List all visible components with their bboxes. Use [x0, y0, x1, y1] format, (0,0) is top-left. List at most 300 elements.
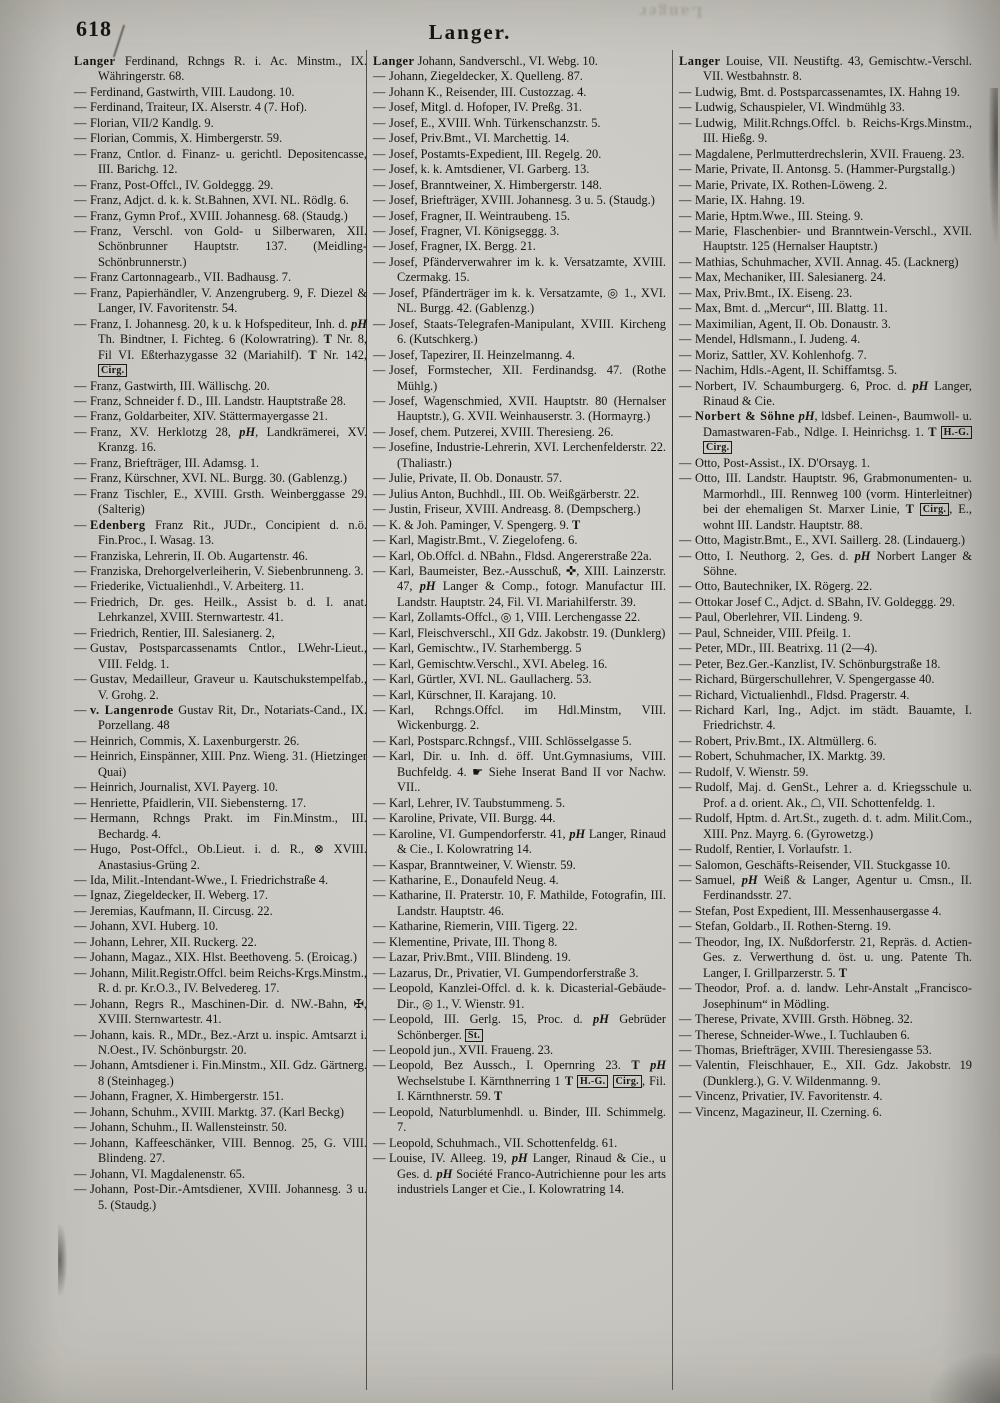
- directory-entry: [74, 842, 367, 873]
- directory-entry: [373, 487, 666, 502]
- repeat-dash: —: [373, 239, 386, 254]
- repeat-dash: —: [74, 1120, 87, 1135]
- repeat-dash: —: [679, 177, 692, 192]
- repeat-dash: —: [373, 285, 386, 300]
- directory-entry: [373, 116, 666, 131]
- scan-artifact: [988, 88, 998, 248]
- entry-text: Richard, Bürgerschullehrer, V. Spengergasse 40.: [695, 672, 935, 687]
- repeat-dash: —: [74, 842, 87, 857]
- entry-text: Josef, Priv.Bmt., VI. Marchettig. 14.: [389, 131, 570, 146]
- entry-text: Karl, Rchngs.Offcl. im Hdl.Minstm, VIII. Wickenburgg. 2.: [389, 703, 666, 733]
- directory-entry: [679, 549, 972, 580]
- entry-text: Ludwig, Milit.Rchngs.Offcl. b. Reichs-Krgs.Minstm., III. Hießg. 9.: [695, 115, 972, 146]
- repeat-dash: —: [373, 347, 386, 362]
- entry-text: Thomas, Briefträger, XVIII. Theresiengasse 53.: [695, 1043, 932, 1057]
- directory-entry: [679, 626, 972, 641]
- entry-text: Johann, Magaz., XIX. Hlst. Beethoveng. 5. (Eroicag.): [90, 950, 358, 965]
- repeat-dash: —: [373, 625, 386, 640]
- repeat-dash: —: [74, 672, 87, 687]
- repeat-dash: —: [74, 903, 87, 918]
- entry-text: Johann, Post-Dir.-Amtsdiener, XVIII. Johannesg. 3 u. 5. (Staudg.): [90, 1182, 367, 1212]
- repeat-dash: —: [74, 625, 87, 640]
- entry-text: pH, ldsbef. Leinen-, Baumwoll- u. Damastwaren-Fab., Ndlge. I. Heinrichsg. 1. T H.-G. Cirg.: [703, 409, 972, 454]
- entry-text: Josefine, Industrie-Lehrerin, XVI. Lerchenfelderstr. 22. (Thaliastr.): [389, 440, 666, 470]
- directory-entry: [679, 379, 972, 410]
- entry-text: Max, Bmt. d. „Mercur“, III. Blattg. 11.: [695, 301, 888, 316]
- entry-text: Franz, I. Johannesg. 20, k u. k Hofspediteur, Inh. d. pH Th. Bindtner, I. Fichteg. 6 (Kolowratring). T Nr. 8, Fil VI. Eßterhazygasse 32 (Mariahilf). T Nr. 142, Cirg.: [90, 316, 368, 377]
- repeat-dash: —: [373, 610, 386, 625]
- firm-sign: pH: [650, 1058, 666, 1073]
- directory-entry: [679, 286, 972, 301]
- firm-sign: pH: [593, 1012, 609, 1027]
- entry-text: Valentin, Fleischhauer, E., XII. Gdz. Jakobstr. 19 (Dunklerg.), G. V. Wildenmanng. 9.: [695, 1058, 972, 1088]
- entry-text: Franz, Kürschner, XVI. NL. Burgg. 30. (Gablenzg.): [90, 471, 348, 486]
- directory-entry: [679, 332, 972, 347]
- repeat-dash: —: [679, 270, 692, 285]
- repeat-dash: —: [373, 563, 386, 578]
- directory-entry: [373, 1012, 666, 1043]
- entry-text: Franz, Papierhändler, V. Anzengruberg. 9, F. Diezel & Langer, IV. Favoritenstr. 54.: [90, 285, 367, 316]
- repeat-dash: —: [373, 919, 386, 934]
- entry-text: Johann, Amtsdiener i. Fin.Minstm., XII. Gdz. Gärtnerg. 8 (Steinhageg.): [90, 1058, 367, 1088]
- entry-text: Otto, Post-Assist., IX. D'Orsayg. 1.: [695, 455, 871, 470]
- repeat-dash: —: [373, 1151, 386, 1166]
- entry-text: Johann K., Reisender, III. Custozzag. 4.: [389, 84, 587, 99]
- column-3: [679, 54, 972, 1120]
- repeat-dash: —: [679, 1104, 692, 1119]
- entry-text: Robert, Priv.Bmt., IX. Altmüllerg. 6.: [695, 733, 877, 748]
- directory-entry: [679, 842, 972, 857]
- directory-entry: [74, 1120, 367, 1135]
- directory-entry: [373, 734, 666, 749]
- directory-entry: [679, 579, 972, 594]
- entry-text: Robert, Schuhmacher, IX. Marktg. 39.: [695, 749, 886, 764]
- directory-entry: [679, 919, 972, 934]
- directory-entry: [679, 1012, 972, 1027]
- repeat-dash: —: [679, 363, 692, 378]
- directory-entry: [679, 734, 972, 749]
- repeat-dash: —: [679, 316, 692, 331]
- entry-text: Franz, Gymn Prof., XVIII. Johannesg. 68. (Staudg.): [90, 208, 348, 223]
- repeat-dash: —: [373, 795, 386, 810]
- entry-text: Lazarus, Dr., Privatier, VI. Gumpendorferstraße 3.: [389, 965, 639, 980]
- directory-entry: [373, 224, 666, 239]
- entry-text: Ludwig, Schauspieler, VI. Windmühlg 33.: [695, 100, 905, 115]
- directory-entry: [373, 348, 666, 363]
- entry-text: Josef, Fragner, VI. Königseggg. 3.: [389, 223, 560, 238]
- repeat-dash: —: [74, 100, 87, 115]
- directory-entry: [74, 1105, 367, 1120]
- entry-text: Leopold, Schuhmach., VII. Schottenfeldg. 61.: [389, 1135, 618, 1150]
- directory-entry: [679, 301, 972, 316]
- entry-text: Franz, Verschl. von Gold- u Silberwaren, XII. Schönbrunner Hauptstr. 137. (Meidling-Schönbrunnerstr.): [90, 223, 367, 269]
- repeat-dash: —: [74, 780, 87, 795]
- directory-entry: [74, 549, 367, 564]
- entry-text: Franziska, Drehorgelverleiherin, V. Siebenbrunneng. 3.: [90, 563, 364, 578]
- directory-entry: [74, 147, 367, 178]
- directory-entry: [74, 193, 367, 208]
- directory-entry: [373, 1105, 666, 1136]
- entry-text: Henriette, Pfaidlerin, VII. Siebensterng. 17.: [90, 795, 307, 810]
- repeat-dash: —: [74, 749, 87, 764]
- entry-text: Ottokar Josef C., Adjct. d. SBahn, IV. Goldeggg. 29.: [695, 594, 955, 609]
- directory-entry: [373, 564, 666, 610]
- directory-entry: [679, 595, 972, 610]
- directory-entry: [74, 904, 367, 919]
- entry-text: Karl, Gemischtw., IV. Starhembergg. 5: [389, 641, 582, 656]
- directory-entry: [74, 379, 367, 394]
- directory-entry: [373, 981, 666, 1012]
- repeat-dash: —: [74, 131, 87, 146]
- entry-text: Maximilian, Agent, II. Ob. Donaustr. 3.: [695, 316, 891, 331]
- directory-entry: [373, 147, 666, 162]
- telephone-sign: T: [564, 1073, 573, 1088]
- repeat-dash: —: [74, 177, 87, 192]
- entry-text: Ferdinand, Gastwirth, VIII. Laudong. 10.: [90, 84, 295, 99]
- repeat-dash: —: [679, 347, 692, 362]
- directory-entry: [373, 533, 666, 548]
- entry-text: Franz, Gastwirth, III. Wällischg. 20.: [90, 378, 270, 393]
- directory-entry: [373, 255, 666, 286]
- directory-entry: [74, 471, 367, 486]
- entry-text: Heinrich, Journalist, XVI. Payerg. 10.: [90, 780, 279, 795]
- directory-entry: [74, 425, 367, 456]
- repeat-dash: —: [679, 193, 692, 208]
- directory-entry: [679, 456, 972, 471]
- entry-text: Ida, Milit.-Intendant-Wwe., I. Friedrichstraße 4.: [90, 873, 329, 888]
- repeat-dash: —: [74, 208, 87, 223]
- directory-entry: [373, 69, 666, 84]
- directory-entry: [373, 239, 666, 254]
- registry-mark: St.: [465, 1029, 483, 1042]
- repeat-dash: —: [373, 888, 386, 903]
- scan-artifact: [58, 1225, 67, 1295]
- repeat-dash: —: [373, 934, 386, 949]
- entry-text: Leopold, III. Gerlg. 15, Proc. d. pH Gebrüder Schönberger. St.: [389, 1012, 666, 1042]
- repeat-dash: —: [373, 486, 386, 501]
- directory-entry: [74, 919, 367, 934]
- repeat-dash: —: [373, 363, 386, 378]
- directory-entry: [679, 1043, 972, 1058]
- registry-mark: H.-G.: [577, 1075, 608, 1088]
- repeat-dash: —: [373, 440, 386, 455]
- directory-entry: [373, 703, 666, 734]
- entry-text: Johann, Ziegeldecker, X. Quelleng. 87.: [389, 69, 583, 84]
- repeat-dash: —: [679, 84, 692, 99]
- repeat-dash: —: [373, 1135, 386, 1150]
- entry-text: Ignaz, Ziegeldecker, II. Weberg. 17.: [90, 888, 268, 903]
- repeat-dash: —: [74, 393, 87, 408]
- entry-text: Ferdinand, Traiteur, IX. Alserstr. 4 (7. Hof).: [90, 100, 308, 115]
- entry-text: Josef, Pfänderträger im k. k. Versatzamte, ◎ 1., XVI. NL. Burgg. 42. (Gablenzg.): [389, 285, 666, 316]
- directory-entry: [679, 811, 972, 842]
- directory-entry: [74, 780, 367, 795]
- entry-text: Johann, Fragner, X. Himbergerstr. 151.: [90, 1089, 284, 1104]
- entry-text: Otto, III. Landstr. Hauptstr. 96, Grabmonumenten- u. Marmorhdl., III. Rennweg 100 (vorm. Hinterleitner) bei der ehemaligen St. Marxer Linie, T Cirg. , E., wohnt III. Landstr. Hauptstr. 88.: [695, 471, 972, 532]
- entry-text: Rudolf, Maj. d. GenSt., Lehrer a. d. Kriegsschule u. Prof. a d. orient. Ak., ☖, VII. Schottenfeldg. 1.: [695, 780, 972, 810]
- repeat-dash: —: [373, 131, 386, 146]
- entry-text: Paul, Schneider, VIII. Pfeilg. 1.: [695, 625, 851, 640]
- entry-text: Josef, Branntweiner, X. Himbergerstr. 148.: [389, 177, 602, 192]
- repeat-dash: —: [74, 1089, 87, 1104]
- entry-text: Karl, Postsparc.Rchngsf., VIII. Schlösselgasse 5.: [389, 733, 632, 748]
- repeat-dash: —: [373, 146, 386, 161]
- directory-entry: [74, 950, 367, 965]
- telephone-sign: T: [494, 1089, 503, 1104]
- repeat-dash: —: [373, 1058, 386, 1073]
- directory-entry: [74, 749, 367, 780]
- entry-text: Karl, Ob.Offcl. d. NBahn., Fldsd. Angererstraße 22a.: [389, 548, 652, 563]
- entry-text: Josef, Staats-Telegrafen-Manipulant, XVIII. Kircheng 6. (Kutschkerg.): [389, 316, 666, 347]
- repeat-dash: —: [74, 733, 87, 748]
- repeat-dash: —: [679, 533, 692, 548]
- repeat-dash: —: [679, 548, 692, 563]
- firm-sign: pH: [419, 579, 436, 594]
- directory-entry: [679, 657, 972, 672]
- directory-entry: [74, 734, 367, 749]
- directory-entry: [679, 100, 972, 115]
- repeat-dash: —: [679, 409, 692, 424]
- repeat-dash: —: [74, 594, 87, 609]
- telephone-sign: T: [571, 517, 581, 532]
- entry-text: Nachim, Hdls.-Agent, II. Schiffamtsg. 5.: [695, 363, 898, 378]
- directory-entry: [373, 657, 666, 672]
- entry-text: Max, Priv.Bmt., IX. Eiseng. 23.: [695, 285, 853, 300]
- directory-entry: [373, 518, 666, 533]
- directory-entry: [373, 54, 666, 69]
- telephone-sign: T: [928, 424, 937, 439]
- directory-entry: [74, 595, 367, 626]
- directory-entry: [679, 703, 972, 734]
- entry-text: Johann, VI. Magdalenenstr. 65.: [90, 1166, 245, 1181]
- directory-entry: [373, 209, 666, 224]
- directory-entry: [373, 858, 666, 873]
- entry-text: Richard, Victualienhdl., Fldsd. Pragerstr. 4.: [695, 687, 910, 702]
- entry-text: Leopold, Kanzlei-Offcl. d. k. k. Dicasterial-Gebäude-Dir., ◎ 1., V. Wienstr. 91.: [389, 981, 666, 1011]
- entry-text: Otto, Bautechniker, IX. Rögerg. 22.: [695, 579, 873, 594]
- entry-text: Therese, Schneider-Wwe., I. Tuchlauben 6.: [695, 1027, 910, 1042]
- entry-text: Johann, Milit.Registr.Offcl. beim Reichs-Krgs.Minstm., R. d. pr. Kr.O.3., IV. Belvedereg. 17.: [90, 965, 367, 996]
- entry-text: Franz, Cntlor. d. Finanz- u. gerichtl. Depositencasse, III. Barichg. 12.: [90, 146, 367, 177]
- entry-text: Josef, Formstecher, XII. Ferdinandsg. 47. (Rothe Mühlg.): [389, 363, 666, 393]
- repeat-dash: —: [679, 594, 692, 609]
- directory-entry: [373, 888, 666, 919]
- entry-text: Karoline, Private, VII. Burgg. 44.: [389, 811, 556, 826]
- repeat-dash: —: [679, 625, 692, 640]
- entry-text: Leopold, Naturblumenhdl. u. Binder, III. Schimmelg. 7.: [389, 1104, 666, 1135]
- directory-entry: [679, 780, 972, 811]
- entry-text: Josef, chem. Putzerei, XVIII. Theresieng. 26.: [389, 424, 614, 439]
- repeat-dash: —: [373, 162, 386, 177]
- entry-text: Julie, Private, II. Ob. Donaustr. 57.: [389, 471, 563, 486]
- entry-text: Josef, k. k. Amtsdiener, VI. Garberg. 13.: [389, 162, 590, 177]
- entry-text: Ludwig, Bmt. d. Postsparcassenamtes, IX. Hahng 19.: [695, 84, 960, 99]
- repeat-dash: —: [679, 100, 692, 115]
- repeat-dash: —: [373, 1104, 386, 1119]
- directory-entry: [373, 440, 666, 471]
- entry-text: Justin, Friseur, XVIII. Andreasg. 8. (Dempscherg.): [389, 502, 641, 517]
- entry-surname: Langer: [74, 54, 116, 68]
- entry-text: Johann, Schuhm., II. Wallensteinstr. 50.: [90, 1120, 288, 1135]
- entry-text: Heinrich, Einspänner, XIII. Pnz. Wieng. 31. (Hietzinger Quai): [90, 749, 367, 779]
- entry-text: Franziska, Lehrerin, II. Ob. Augartenstr. 46.: [90, 548, 308, 563]
- directory-entry: [373, 363, 666, 394]
- entry-surname: Langer: [679, 54, 721, 68]
- directory-entry: [373, 1058, 666, 1104]
- entry-text: Friederike, Victualienhdl., V. Arbeiterg. 11.: [90, 579, 304, 594]
- repeat-dash: —: [679, 903, 692, 918]
- entry-text: Franz Rit., JUDr., Concipient d. n.ö. Fin.Proc., I. Wasag. 13.: [98, 517, 367, 548]
- repeat-dash: —: [679, 254, 692, 269]
- entry-text: Franz, Adjct. d. k. k. St.Bahnen, XVI. NL. Rödlg. 6.: [90, 193, 349, 208]
- repeat-dash: —: [74, 965, 87, 980]
- directory-entry: [373, 1043, 666, 1058]
- directory-entry: [679, 471, 972, 533]
- entry-text: Mathias, Schuhmacher, XVII. Annag. 45. (Lacknerg): [695, 254, 959, 269]
- repeat-dash: —: [373, 533, 386, 548]
- repeat-dash: —: [373, 177, 386, 192]
- repeat-dash: —: [679, 780, 692, 795]
- repeat-dash: —: [679, 146, 692, 161]
- repeat-dash: —: [74, 1166, 87, 1181]
- directory-entry: [679, 765, 972, 780]
- repeat-dash: —: [679, 579, 692, 594]
- registry-mark: Cirg.: [613, 1075, 642, 1088]
- repeat-dash: —: [679, 162, 692, 177]
- repeat-dash: —: [679, 687, 692, 702]
- entry-text: Otto, I. Neuthorg. 2, Ges. d. pH Norbert Langer & Söhne.: [695, 548, 972, 578]
- entry-text: Gustav Rit, Dr., Notariats-Cand., IX. Porzellang. 48: [98, 703, 367, 733]
- entry-text: K. & Joh. Paminger, V. Spengerg. 9. T: [389, 517, 581, 532]
- entry-text: Katharine, Riemerin, VIII. Tigerg. 22.: [389, 919, 578, 934]
- directory-entry: [679, 858, 972, 873]
- bleed-through-text: Langer: [637, 3, 703, 22]
- directory-entry: [679, 610, 972, 625]
- firm-sign: pH: [798, 409, 815, 424]
- directory-entry: [373, 796, 666, 811]
- repeat-dash: —: [679, 811, 692, 826]
- directory-entry: [679, 1028, 972, 1043]
- entry-text: Katharine, II. Praterstr. 10, F. Mathilde, Fotografin, III. Landstr. Hauptstr. 46.: [389, 888, 666, 918]
- telephone-sign: T: [323, 332, 332, 347]
- firm-sign: pH: [239, 424, 256, 439]
- entry-text: Karl, Gemischtw.Verschl., XVI. Abeleg. 16.: [389, 656, 608, 671]
- firm-sign: pH: [351, 316, 367, 331]
- directory-entry: [679, 317, 972, 332]
- entry-surname: Langer: [373, 54, 415, 68]
- directory-entry: [373, 317, 666, 348]
- directory-entry: [74, 1089, 367, 1104]
- entry-text: Josef, Mitgl. d. Hofoper, IV. Preßg. 31.: [389, 100, 583, 115]
- repeat-dash: —: [373, 703, 386, 718]
- entry-text: Theodor, Prof. a. d. landw. Lehr-Anstalt „Francisco-Josephinum“ in Mödling.: [695, 981, 972, 1011]
- directory-entry: [679, 873, 972, 904]
- repeat-dash: —: [373, 1012, 386, 1027]
- entry-text: Hermann, Rchngs Prakt. im Fin.Minstm., III. Bechardg. 4.: [90, 811, 367, 841]
- repeat-dash: —: [373, 826, 386, 841]
- repeat-dash: —: [74, 950, 87, 965]
- entry-surname: v. Langenrode: [90, 703, 174, 718]
- repeat-dash: —: [373, 749, 386, 764]
- entry-text: Louise, VII. Neustiftg. 43, Gemischtw.-Verschl. VII. Westbahnstr. 8.: [703, 54, 972, 84]
- repeat-dash: —: [74, 888, 87, 903]
- directory-entry: [373, 286, 666, 317]
- directory-entry: [679, 178, 972, 193]
- repeat-dash: —: [679, 656, 692, 671]
- entry-text: Franz, Schneider f. D., III. Landstr. Hauptstraße 28.: [90, 393, 346, 408]
- column-2: [373, 54, 666, 1198]
- directory-entry: [74, 1167, 367, 1182]
- entry-surname: Edenberg: [90, 517, 146, 532]
- entry-text: Josef, Fragner, II. Weintraubeng. 15.: [389, 208, 570, 223]
- directory-entry: [373, 85, 666, 100]
- repeat-dash: —: [74, 409, 87, 424]
- repeat-dash: —: [679, 1058, 692, 1073]
- entry-text: Johann, Lehrer, XII. Ruckerg. 22.: [90, 934, 257, 949]
- repeat-dash: —: [74, 703, 87, 718]
- repeat-dash: —: [74, 934, 87, 949]
- entry-text: Johann, XVI. Huberg. 10.: [90, 919, 219, 934]
- entry-text: Marie, Private, IX. Rothen-Löweng. 2.: [695, 177, 888, 192]
- entry-text: Josef, Briefträger, XVIII. Johannesg. 3 u. 5. (Staudg.): [389, 193, 655, 208]
- entry-text: Friedrich, Dr. ges. Heilk., Assist b. d. I. anat. Lehrkanzel, XVIII. Sternwartestr. 41.: [90, 594, 367, 625]
- entry-text: Louise, IV. Alleeg. 19, pH Langer, Rinaud & Cie., u Ges. d. pH Société Franco-Autrichienne pour les arts industriels Langer et Cie., I. Kolowratring 14.: [389, 1151, 667, 1197]
- entry-text: Norbert, IV. Schaumburgerg. 6, Proc. d. pH Langer, Rinaud & Cie.: [695, 378, 972, 408]
- directory-entry: [74, 1136, 367, 1167]
- directory-entry: [679, 193, 972, 208]
- entry-text: Rudolf, V. Wienstr. 59.: [695, 764, 809, 779]
- repeat-dash: —: [679, 1027, 692, 1042]
- repeat-dash: —: [679, 285, 692, 300]
- telephone-sign: T: [631, 1058, 640, 1073]
- repeat-dash: —: [373, 733, 386, 748]
- repeat-dash: —: [679, 115, 692, 130]
- directory-entry: [679, 672, 972, 687]
- directory-entry: [74, 270, 367, 285]
- repeat-dash: —: [373, 811, 386, 826]
- directory-entry: [679, 270, 972, 285]
- repeat-dash: —: [679, 378, 692, 393]
- firm-sign: pH: [436, 1166, 453, 1181]
- entry-text: Leopold jun., XVII. Fraueng. 23.: [389, 1043, 554, 1057]
- repeat-dash: —: [74, 1058, 87, 1073]
- repeat-dash: —: [74, 285, 87, 300]
- repeat-dash: —: [679, 733, 692, 748]
- repeat-dash: —: [373, 857, 386, 872]
- repeat-dash: —: [74, 1027, 87, 1042]
- entry-text: Salomon, Geschäfts-Reisender, VII. Stuckgasse 10.: [695, 857, 951, 872]
- repeat-dash: —: [373, 84, 386, 99]
- repeat-dash: —: [679, 919, 692, 934]
- repeat-dash: —: [74, 919, 87, 934]
- firm-sign: pH: [741, 873, 758, 888]
- repeat-dash: —: [373, 193, 386, 208]
- firm-sign: pH: [854, 548, 871, 563]
- entry-text: Rudolf, Hptm. d. Art.St., zugeth. d. t. adm. Milit.Com., XIII. Pnz. Mayrg. 6. (Gyrowetzg.): [695, 811, 972, 841]
- repeat-dash: —: [74, 563, 87, 578]
- repeat-dash: —: [74, 223, 87, 238]
- repeat-dash: —: [373, 69, 386, 84]
- directory-entry: [373, 100, 666, 115]
- entry-text: Josef, Tapezirer, II. Heinzelmanng. 4.: [389, 347, 575, 362]
- repeat-dash: —: [373, 208, 386, 223]
- entry-text: Marie, Hptm.Wwe., III. Steing. 9.: [695, 208, 864, 223]
- directory-entry: [373, 162, 666, 177]
- directory-entry: [373, 966, 666, 981]
- directory-entry: [679, 904, 972, 919]
- entry-text: Karl, Lehrer, IV. Taubstummeng. 5.: [389, 795, 566, 810]
- repeat-dash: —: [373, 517, 386, 532]
